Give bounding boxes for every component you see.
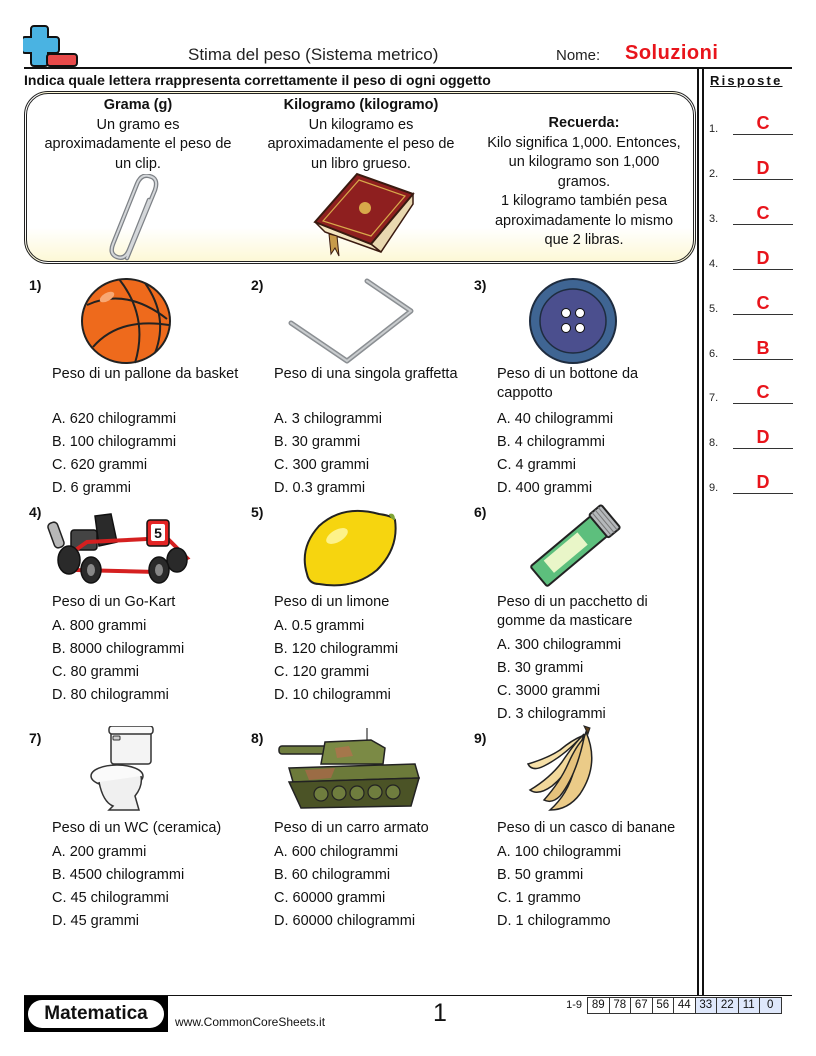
option-b: B. 4500 chilogrammi: [52, 867, 185, 883]
remember-heading: Recuerda:: [548, 115, 620, 131]
staple-icon: [287, 277, 415, 365]
question-3: [474, 277, 696, 502]
dictionary-book-icon: [309, 172, 419, 258]
option-c: C. 80 grammi: [52, 664, 140, 680]
tank-icon: [275, 726, 423, 812]
answer-row-6: [709, 340, 793, 360]
answer-value: C: [756, 293, 770, 313]
option-a: A. 800 grammi: [52, 618, 147, 634]
gram-line: Un gramo es: [96, 116, 180, 133]
option-c: C. 620 grammi: [52, 457, 148, 473]
answer-value: D: [756, 427, 770, 447]
paperclip-icon: [105, 174, 165, 264]
gram-reference: [32, 96, 244, 174]
remember-note: [475, 114, 693, 251]
plus-minus-logo-icon: [23, 24, 79, 68]
option-b: B. 120 chilogrammi: [274, 641, 399, 657]
answer-row-7: [709, 384, 793, 404]
score-range-label: 1-9: [566, 999, 582, 1011]
answer-number: 7.: [709, 392, 719, 404]
answer-options: [497, 408, 697, 500]
site-url[interactable]: www.CommonCoreSheets.it: [175, 1015, 326, 1029]
option-d: D. 1 chilogrammo: [497, 913, 611, 929]
reference-box: [24, 91, 696, 264]
instructions: Indica quale lettera rrappresenta correttamente il peso di ogni oggetto: [24, 72, 491, 88]
bananas-icon: [524, 724, 600, 812]
kilogram-reference: [255, 96, 467, 174]
worksheet-title: Stima del peso (Sistema metrico): [188, 45, 439, 64]
question-2: [251, 277, 473, 502]
answer-options: [274, 615, 474, 707]
option-a: A. 100 chilogrammi: [497, 844, 622, 860]
kilogram-heading: Kilogramo (kilogramo): [283, 97, 439, 113]
option-d: D. 80 chilogrammi: [52, 687, 169, 703]
remember-line: un kilogramo son 1,000: [508, 154, 660, 170]
answer-row-5: [709, 295, 793, 315]
score-cell: 89: [587, 997, 610, 1014]
question-7: [29, 730, 251, 940]
answer-number: 8.: [709, 437, 719, 449]
answer-number: 4.: [709, 258, 719, 270]
question-number: 5): [251, 504, 264, 520]
option-c: C. 45 chilogrammi: [52, 890, 169, 906]
brand-badge: [24, 996, 168, 1032]
lemon-icon: [299, 508, 399, 588]
option-c: C. 3000 grammi: [497, 683, 601, 699]
option-a: A. 600 chilogrammi: [274, 844, 399, 860]
answer-row-9: [709, 474, 793, 494]
option-a: A. 3 chilogrammi: [274, 411, 382, 427]
option-d: D. 60000 chilogrammi: [274, 913, 416, 929]
option-c: C. 1 grammo: [497, 890, 581, 906]
answer-options: [52, 615, 252, 707]
question-number: 2): [251, 277, 264, 293]
name-label: Nome:: [556, 47, 601, 64]
answer-row-1: [709, 115, 793, 135]
question-text: Peso di un pallone da basket: [52, 366, 239, 382]
option-a: A. 0.5 grammi: [274, 618, 365, 634]
brand-label: Matematica: [28, 1000, 164, 1028]
score-cell: 33: [695, 997, 718, 1014]
answer-blank[interactable]: [733, 493, 793, 494]
option-b: B. 8000 chilogrammi: [52, 641, 185, 657]
basketball-icon: [79, 277, 173, 365]
question-number: 7): [29, 730, 42, 746]
option-a: A. 40 chilogrammi: [497, 411, 614, 427]
option-c: C. 60000 grammi: [274, 890, 386, 906]
score-cell: 0: [759, 997, 782, 1014]
answer-row-3: [709, 205, 793, 225]
svg-text:5: 5: [154, 525, 162, 541]
answer-blank[interactable]: [733, 403, 793, 404]
question-text: Peso di un pacchetto di gomme da masticare: [497, 594, 648, 629]
answer-number: 1.: [709, 123, 719, 135]
remember-line: que 2 libras.: [544, 232, 624, 248]
question-number: 3): [474, 277, 487, 293]
question-number: 9): [474, 730, 487, 746]
option-c: C. 120 grammi: [274, 664, 370, 680]
option-b: B. 4 chilogrammi: [497, 434, 605, 450]
answer-options: [497, 841, 697, 933]
kilogram-line: un libro grueso.: [311, 155, 411, 172]
option-d: D. 400 grammi: [497, 480, 593, 496]
toilet-icon: [89, 726, 155, 812]
question-text: Peso di un casco di banane: [497, 820, 676, 836]
option-b: B. 60 chilogrammi: [274, 867, 391, 883]
question-9: [474, 730, 696, 940]
question-1: [29, 277, 251, 502]
option-d: D. 3 chilogrammi: [497, 706, 606, 722]
answer-options: [497, 634, 697, 726]
question-5: [251, 504, 473, 724]
question-number: 6): [474, 504, 487, 520]
answer-row-2: [709, 160, 793, 180]
option-d: D. 0.3 grammi: [274, 480, 366, 496]
option-b: B. 50 grammi: [497, 867, 584, 883]
answer-number: 2.: [709, 168, 719, 180]
answer-row-4: [709, 250, 793, 270]
answer-blank[interactable]: [733, 224, 793, 225]
option-d: D. 45 grammi: [52, 913, 140, 929]
option-b: B. 30 grammi: [274, 434, 361, 450]
gram-line: aproximadamente el peso de: [44, 136, 232, 152]
answer-blank[interactable]: [733, 179, 793, 180]
option-c: C. 4 grammi: [497, 457, 576, 473]
option-a: A. 200 grammi: [52, 844, 147, 860]
gram-line: un clip.: [115, 155, 161, 172]
remember-line: gramos.: [557, 173, 611, 190]
answer-value: C: [756, 113, 770, 133]
option-d: D. 10 chilogrammi: [274, 687, 391, 703]
answer-number: 6.: [709, 348, 719, 360]
answer-value: C: [756, 203, 770, 223]
option-c: C. 300 grammi: [274, 457, 370, 473]
question-number: 1): [29, 277, 42, 293]
answer-blank[interactable]: [733, 134, 793, 135]
option-b: B. 30 grammi: [497, 660, 584, 676]
score-cell: 78: [609, 997, 632, 1014]
score-table: [588, 997, 782, 1014]
gram-heading: Grama (g): [103, 97, 173, 113]
answer-number: 5.: [709, 303, 719, 315]
answer-options: [274, 841, 474, 933]
question-8: [251, 730, 473, 940]
question-text: Peso di un limone: [274, 594, 390, 610]
answer-number: 3.: [709, 213, 719, 225]
question-text: Peso di un Go-Kart: [52, 594, 176, 610]
answer-blank[interactable]: [733, 269, 793, 270]
question-text: Peso di un carro armato: [274, 820, 429, 836]
go-kart-icon: [47, 508, 197, 586]
answer-blank[interactable]: [733, 448, 793, 449]
answer-row-8: [709, 429, 793, 449]
remember-line: aproximadamente lo mismo: [494, 212, 674, 229]
answer-options: [52, 408, 252, 500]
answer-value: D: [756, 472, 770, 492]
answer-value: D: [756, 248, 770, 268]
answer-blank[interactable]: [733, 359, 793, 360]
answers-title: Risposte: [710, 73, 783, 88]
remember-line: Kilo significa 1,000. Entonces,: [487, 134, 681, 151]
score-cell: 44: [673, 997, 696, 1014]
answer-options: [274, 408, 474, 500]
option-b: B. 100 chilogrammi: [52, 434, 177, 450]
score-cell: 67: [630, 997, 653, 1014]
question-text: Peso di una singola graffetta: [274, 366, 458, 382]
remember-line: 1 kilogramo también pesa: [500, 193, 668, 209]
name-value[interactable]: Soluzioni: [625, 42, 719, 64]
answer-value: D: [756, 158, 770, 178]
page-number: 1: [433, 999, 447, 1027]
answer-number: 9.: [709, 482, 719, 494]
score-cell: 56: [652, 997, 675, 1014]
question-number: 4): [29, 504, 42, 520]
option-a: A. 300 chilogrammi: [497, 637, 622, 653]
kilogram-line: Un kilogramo es: [308, 116, 414, 133]
option-a: A. 620 chilogrammi: [52, 411, 177, 427]
answer-value: B: [756, 338, 770, 358]
question-4: [29, 504, 251, 724]
answer-column-divider: [697, 68, 704, 995]
question-text: Peso di un bottone da cappotto: [497, 366, 639, 401]
score-cell: 11: [738, 997, 761, 1014]
answer-value: C: [756, 382, 770, 402]
gum-pack-icon: [522, 504, 626, 590]
kilogram-line: aproximadamente el peso de: [267, 136, 455, 152]
question-number: 8): [251, 730, 264, 746]
coat-button-icon: [528, 277, 618, 365]
answer-options: [52, 841, 252, 933]
option-d: D. 6 grammi: [52, 480, 131, 496]
question-text: Peso di un WC (ceramica): [52, 820, 222, 836]
answer-blank[interactable]: [733, 314, 793, 315]
score-cell: 22: [716, 997, 739, 1014]
header-divider: [24, 67, 792, 69]
question-6: [474, 504, 696, 724]
